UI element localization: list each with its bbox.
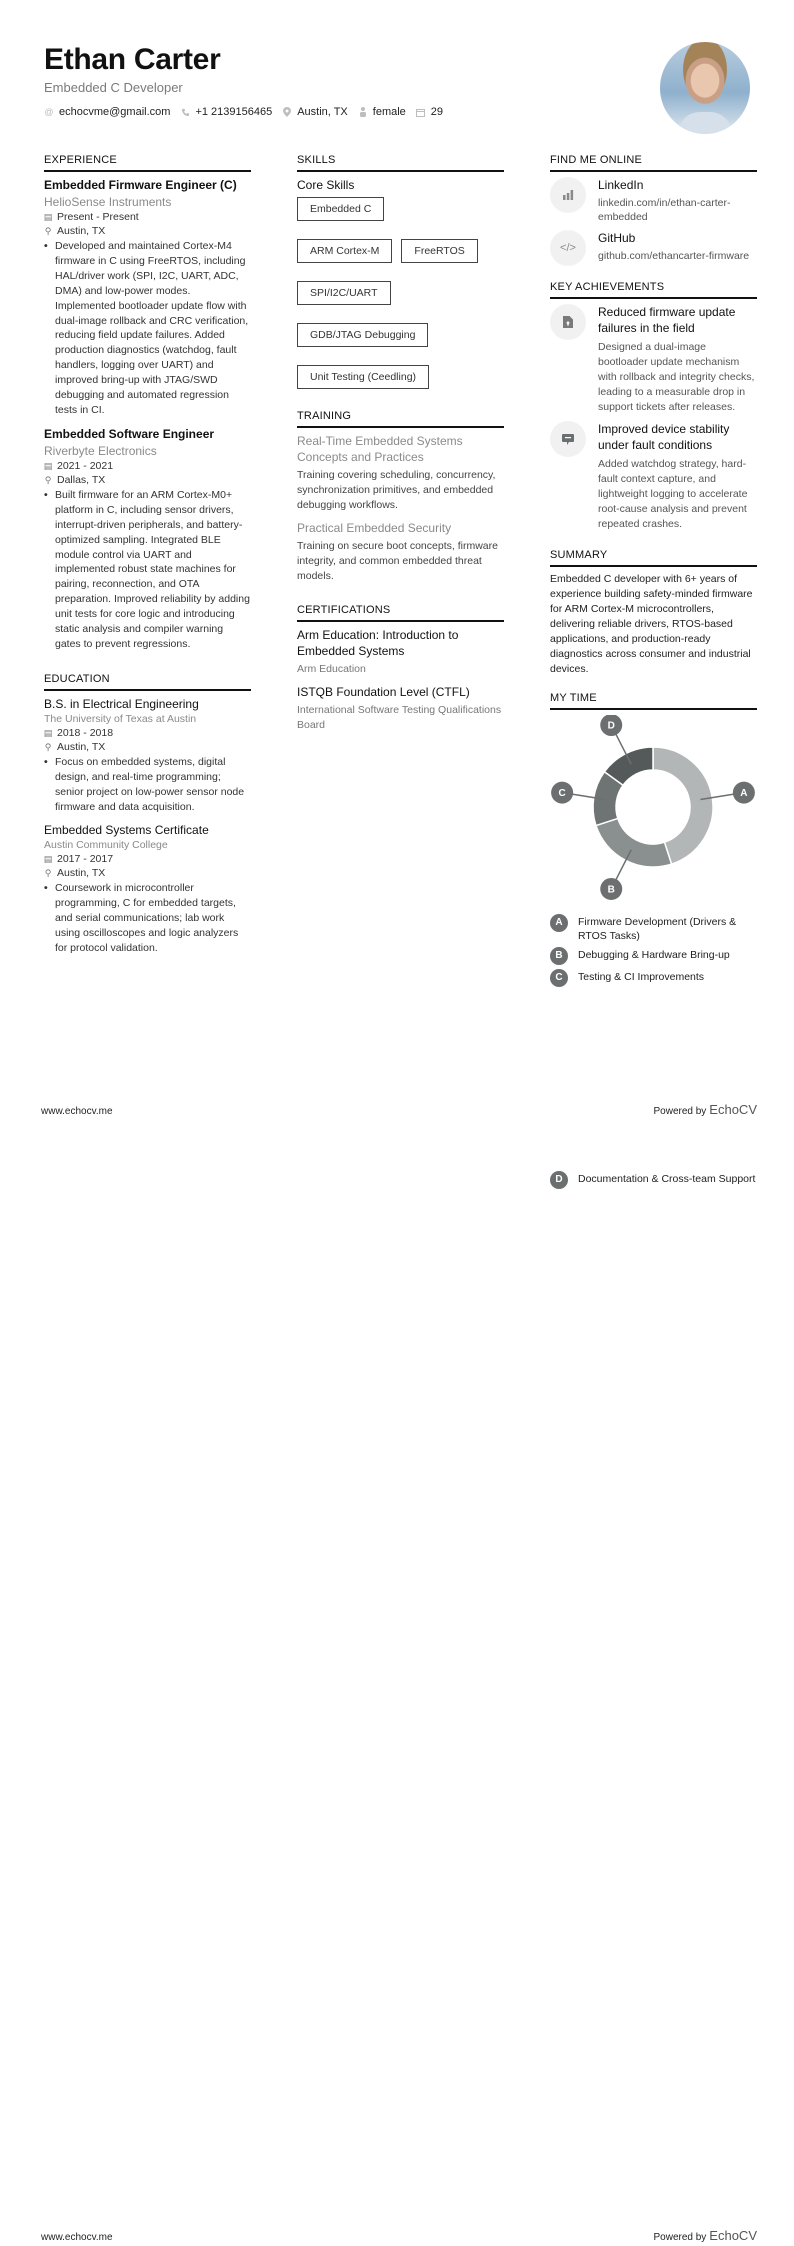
page-footer [41, 1102, 757, 1117]
legend-item-d: D Documentation & Cross-team Support [550, 1172, 757, 1189]
education-entry [44, 822, 251, 956]
training-title: Practical Embedded Security [297, 521, 452, 535]
footer-site-link[interactable]: www.echocv.me [41, 2232, 113, 2243]
time-donut-chart [550, 715, 757, 915]
skills-group-title: Core Skills [297, 178, 355, 192]
achievement-title: Reduced firmware update failures in the field [598, 305, 736, 335]
contact-gender: female [358, 106, 406, 118]
training-entry [297, 433, 504, 513]
skill-tags [297, 197, 504, 389]
file-upload-icon [550, 304, 586, 340]
experience-heading: EXPERIENCE [44, 153, 251, 172]
legend-item-a: A Firmware Development (Drivers & RTOS Tasks) [550, 915, 757, 943]
job-description: • Developed and maintained Cortex-M4 firmware in C using FreeRTOS, including HAL/driver work (SPI, I2C, UART, ADC, DMA) and low-power modes. Implemented bootloader update flow with dual-image rollback and CRC verification, reducing field update failures. Added production diagnostics (watchdog, fault handlers, logging over UART) and improved bring-up with JTAG/SWD debugging and automated regression tests in CI. [44, 240, 249, 416]
education-heading: EDUCATION [44, 672, 251, 691]
link-name: GitHub [598, 231, 636, 245]
calendar-icon: ▤ [43, 460, 53, 471]
link-name: LinkedIn [598, 178, 644, 192]
link-url[interactable]: linkedin.com/in/ethan-carter-embedded [598, 197, 731, 223]
code-icon: </> [550, 230, 586, 266]
bar-chart-icon [550, 177, 586, 213]
svg-text:B: B [607, 884, 615, 896]
skill-tag: Embedded C [297, 197, 384, 221]
experience-entry [44, 426, 251, 652]
skill-tag: Unit Testing (Ceedling) [297, 365, 429, 389]
middle-column [297, 153, 504, 740]
edu-dates: ▤ 2018 - 2018 [43, 726, 114, 739]
education-entry [44, 696, 251, 815]
school: Austin Community College [44, 839, 168, 852]
online-heading: FIND ME ONLINE [550, 153, 757, 172]
legend-badge: C [550, 969, 568, 987]
candidate-name: Ethan Carter [44, 43, 221, 76]
training-description: Training on secure boot concepts, firmware integrity, and common embedded threat models. [297, 540, 498, 582]
donut-segment-b [596, 818, 672, 867]
svg-text:C: C [558, 788, 566, 800]
location-pin-icon: ⚲ [44, 741, 52, 752]
contact-phone[interactable]: +1 2139156465 [180, 106, 272, 118]
edu-location: ⚲ Austin, TX [44, 740, 106, 753]
powered-by: Powered by EchoCV [653, 1102, 757, 1117]
powered-by: Powered by EchoCV [653, 2228, 757, 2243]
company-name: HelioSense Instruments [44, 195, 172, 209]
time-legend [550, 915, 757, 987]
summary-text: Embedded C developer with 6+ years of experience building safety-minded firmware for ARM Cortex-M microcontrollers, delivering reliable drivers, RTOS-based applications, and production-ready diagnostics across consumer and industrial devices. [550, 573, 753, 675]
time-legend-overflow [550, 1172, 757, 1194]
my-time-heading: MY TIME [550, 691, 757, 710]
achievement-entry [550, 304, 757, 415]
job-dates: ▤ Present - Present [43, 211, 139, 223]
experience-entry [44, 177, 251, 418]
school: The University of Texas at Austin [44, 712, 197, 725]
svg-text:D: D [607, 720, 615, 732]
right-column [550, 153, 757, 992]
skills-heading: SKILLS [297, 153, 504, 172]
job-title: Embedded Software Engineer [44, 426, 215, 441]
header [44, 42, 750, 138]
at-icon: @ [44, 107, 54, 117]
skill-tag: FreeRTOS [401, 239, 477, 263]
message-icon [550, 421, 586, 457]
job-location: ⚲ Austin, TX [44, 225, 106, 237]
page-footer [41, 2228, 757, 2243]
certification-issuer: International Software Testing Qualifications Board [297, 704, 502, 731]
brand-logo[interactable]: EchoCV [709, 2228, 757, 2243]
location-pin-icon: ⚲ [44, 226, 52, 236]
online-link-github[interactable] [550, 230, 757, 266]
location-pin-icon [282, 107, 292, 117]
training-title: Real-Time Embedded Systems Concepts and Practices [297, 434, 463, 464]
edu-location: ⚲ Austin, TX [44, 867, 106, 880]
achievement-entry [550, 421, 757, 532]
calendar-icon: ▤ [43, 727, 53, 738]
candidate-role: Embedded C Developer [44, 80, 183, 95]
legend-badge: A [550, 914, 568, 932]
phone-icon [180, 107, 190, 117]
brand-logo[interactable]: EchoCV [709, 1102, 757, 1117]
job-location: ⚲ Dallas, TX [44, 473, 106, 486]
contact-email[interactable]: @ echocvme@gmail.com [44, 106, 171, 118]
company-name: Riverbyte Electronics [44, 443, 157, 458]
certification-issuer: Arm Education [297, 663, 366, 675]
training-entry [297, 520, 504, 584]
legend-item-b: B Debugging & Hardware Bring-up [550, 948, 757, 965]
job-dates: ▤ 2021 - 2021 [43, 459, 114, 472]
legend-item-c: C Testing & CI Improvements [550, 970, 757, 987]
donut-svg [550, 715, 757, 915]
person-icon [358, 107, 368, 117]
calendar-icon [416, 107, 426, 117]
achievements-heading: KEY ACHIEVEMENTS [550, 280, 757, 299]
calendar-icon: ▤ [43, 212, 53, 222]
footer-site-link[interactable]: www.echocv.me [41, 1106, 113, 1117]
achievement-title: Improved device stability under fault conditions [598, 422, 730, 452]
contact-age: 29 [416, 106, 443, 118]
training-heading: TRAINING [297, 409, 504, 428]
skill-tag: GDB/JTAG Debugging [297, 323, 428, 347]
svg-text:A: A [740, 788, 748, 800]
skill-tag: ARM Cortex-M [297, 239, 392, 263]
left-column [44, 153, 251, 964]
job-description: • Built firmware for an ARM Cortex-M0+ platform in C, including sensor drivers, interrupt-driven peripherals, and battery-optimized sampling. Integrated BLE module control via UART and implemented robust state machines for pairing, reconnection, and OTA preparation. Improved reliability by adding unit tests for core logic and introducing static analysis and compiler warning gates to prevent regressions. [44, 488, 250, 650]
certification-title: ISTQB Foundation Level (CTFL) [297, 685, 470, 699]
achievement-description: Designed a dual-image bootloader update mechanism with rollback and integrity checks, leading to a measurable drop in support tickets after releases. [598, 341, 755, 413]
legend-badge: B [550, 947, 568, 965]
certification-entry [297, 627, 504, 677]
degree: B.S. in Electrical Engineering [44, 696, 199, 711]
legend-badge: D [550, 1171, 568, 1189]
edu-dates: ▤ 2017 - 2017 [43, 853, 114, 866]
calendar-icon: ▤ [43, 854, 53, 865]
degree: Embedded Systems Certificate [44, 823, 209, 838]
achievement-description: Added watchdog strategy, hard-fault context capture, and lightweight logging to accelerate root-cause analysis and prevent repeated crashes. [598, 458, 748, 530]
certification-title: Arm Education: Introduction to Embedded Systems [297, 628, 459, 658]
contact-location: Austin, TX [282, 106, 348, 118]
edu-description: • Coursework in microcontroller programming, C for embedded targets, and serial communications; lab work using oscilloscopes and logic analyzers for protocol validation. [44, 882, 239, 955]
contact-row [44, 106, 750, 118]
profile-photo [660, 42, 750, 134]
training-description: Training covering scheduling, concurrency, synchronization primitives, and embedded debugging workflows. [297, 469, 496, 511]
skill-tag: SPI/I2C/UART [297, 281, 391, 305]
job-title: Embedded Firmware Engineer (C) [44, 178, 237, 192]
summary-heading: SUMMARY [550, 548, 757, 567]
certification-entry [297, 684, 504, 733]
edu-description: • Focus on embedded systems, digital design, and real-time programming; senior project on low-power sensor node firmware and data acquisition. [44, 755, 245, 813]
location-pin-icon: ⚲ [44, 868, 52, 879]
link-url[interactable]: github.com/ethancarter-firmware [598, 250, 750, 262]
online-link-linkedin[interactable] [550, 177, 757, 224]
certifications-heading: CERTIFICATIONS [297, 603, 504, 622]
location-pin-icon: ⚲ [44, 474, 52, 485]
